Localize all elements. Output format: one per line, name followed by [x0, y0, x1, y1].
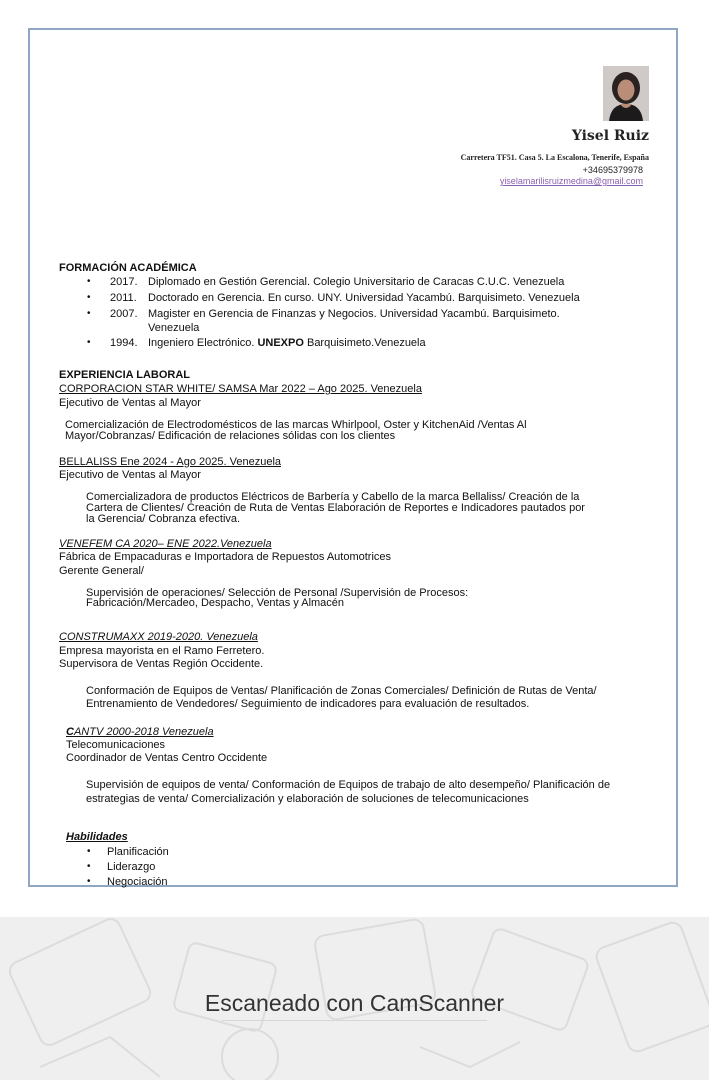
education-title: FORMACIÓN ACADÉMICA	[59, 262, 197, 274]
job-description: Conformación de Equipos de Ventas/ Planificación de Zonas Comerciales/ Definición de Rutas de Venta/	[86, 685, 597, 697]
education-text: Barquisimeto.Venezuela	[303, 337, 426, 349]
job-company: BELLALISS Ene 2024 - Ago 2025. Venezuela	[59, 456, 282, 468]
education-text: Doctorado en Gerencia. En curso. UNY. Universidad Yacambú. Barquisimeto. Venezuela	[148, 292, 580, 304]
job-company-initial: C	[66, 726, 74, 738]
job-company-name: ANTV 2000-2018 Venezuela	[73, 726, 214, 738]
job-company: CORPORACION STAR WHITE/ SAMSA Mar 2022 – Ago 2025. Venezuela	[59, 383, 422, 395]
email-link[interactable]: yiselamarilisruizmedina@gmail.com	[499, 176, 643, 186]
footer-text: Escaneado con CamScanner	[204, 990, 505, 1016]
bullet-icon: •	[87, 337, 91, 348]
footer-divider	[222, 1020, 487, 1021]
skill-item: Planificación	[107, 846, 169, 858]
education-year: 2017.	[110, 276, 138, 288]
job-role: Ejecutivo de Ventas al Mayor	[59, 469, 201, 481]
skill-item: Negociación	[107, 876, 168, 888]
job-role: Coordinador de Ventas Centro Occidente	[66, 752, 268, 764]
education-text: Diplomado en Gestión Gerencial. Colegio Universitario de Caracas C.U.C. Venezuela	[148, 276, 565, 288]
education-institution: UNEXPO	[257, 337, 304, 349]
bullet-icon: •	[87, 308, 91, 319]
education-year: 2011.	[110, 292, 137, 304]
bullet-icon: •	[87, 292, 91, 303]
bullet-icon: •	[87, 861, 91, 872]
job-role: Gerente General/	[59, 565, 144, 577]
education-item	[110, 308, 560, 321]
job-role: Fábrica de Empacaduras e Importadora de Repuestos Automotrices	[59, 551, 392, 563]
education-text: Magister en Gerencia de Finanzas y Negocios. Universidad Yacambú. Barquisimeto.	[148, 308, 560, 320]
job-description: Comercialización de Electrodomésticos de las marcas Whirlpool, Oster y KitchenAid /Ventas Al	[65, 419, 527, 431]
education-text: Ingeniero Electrónico.	[148, 337, 258, 349]
phone-number: +34695379978	[582, 165, 643, 175]
experience-title: EXPERIENCIA LABORAL	[59, 369, 190, 381]
job-description: la Gerencia/ Cobranza efectiva.	[86, 513, 241, 525]
profile-photo	[603, 66, 649, 121]
education-year: 1994.	[110, 337, 138, 349]
job-description: Mayor/Cobranzas/ Edificación de relaciones sólidas con los clientes	[65, 430, 396, 442]
job-company	[66, 726, 214, 738]
bullet-icon: •	[87, 876, 91, 887]
job-description: estrategias de venta/ Comercialización y elaboración de soluciones de telecomunicaciones	[86, 793, 529, 805]
bullet-icon: •	[87, 846, 91, 857]
job-role: Ejecutivo de Ventas al Mayor	[59, 397, 201, 409]
bullet-icon: •	[87, 276, 91, 287]
camscanner-footer	[0, 917, 709, 1080]
job-company: CONSTRUMAXX 2019-2020. Venezuela	[59, 631, 258, 643]
job-company: VENEFEM CA 2020– ENE 2022.Venezuela	[59, 538, 272, 550]
skill-item: Liderazgo	[107, 861, 156, 873]
education-item	[110, 337, 426, 350]
job-role: Supervisora de Ventas Región Occidente.	[59, 658, 264, 670]
education-item	[110, 292, 580, 305]
address: Carretera TF51. Casa 5. La Escalona, Tenerife, España	[460, 153, 649, 162]
candidate-name: Yisel Ruiz	[571, 128, 649, 144]
job-description: Entrenamiento de Vendedores/ Seguimiento de indicadores para evaluación de resultados.	[86, 698, 530, 710]
education-text-continued: Venezuela	[148, 322, 200, 334]
job-description: Comercializadora de productos Eléctricos de Barbería y Cabello de la marca Bellaliss/ Creación de la	[86, 491, 580, 503]
education-year: 2007.	[110, 308, 138, 320]
skills-title: Habilidades	[66, 831, 128, 843]
job-description: Supervisión de operaciones/ Selección de Personal /Supervisión de Procesos:	[86, 587, 469, 599]
job-description: Fabricación/Mercadeo, Despacho, Ventas y Almacén	[86, 597, 345, 609]
education-item	[110, 276, 564, 289]
job-description: Supervisión de equipos de venta/ Conformación de Equipos de trabajo de alto desempeño/ Planificación de	[86, 779, 611, 791]
job-role: Empresa mayorista en el Ramo Ferretero.	[59, 645, 265, 657]
job-role: Telecomunicaciones	[66, 739, 166, 751]
job-description: Cartera de Clientes/ Creación de Ruta de Ventas Elaboración de Reportes e Indicadores pautados por	[86, 502, 585, 514]
